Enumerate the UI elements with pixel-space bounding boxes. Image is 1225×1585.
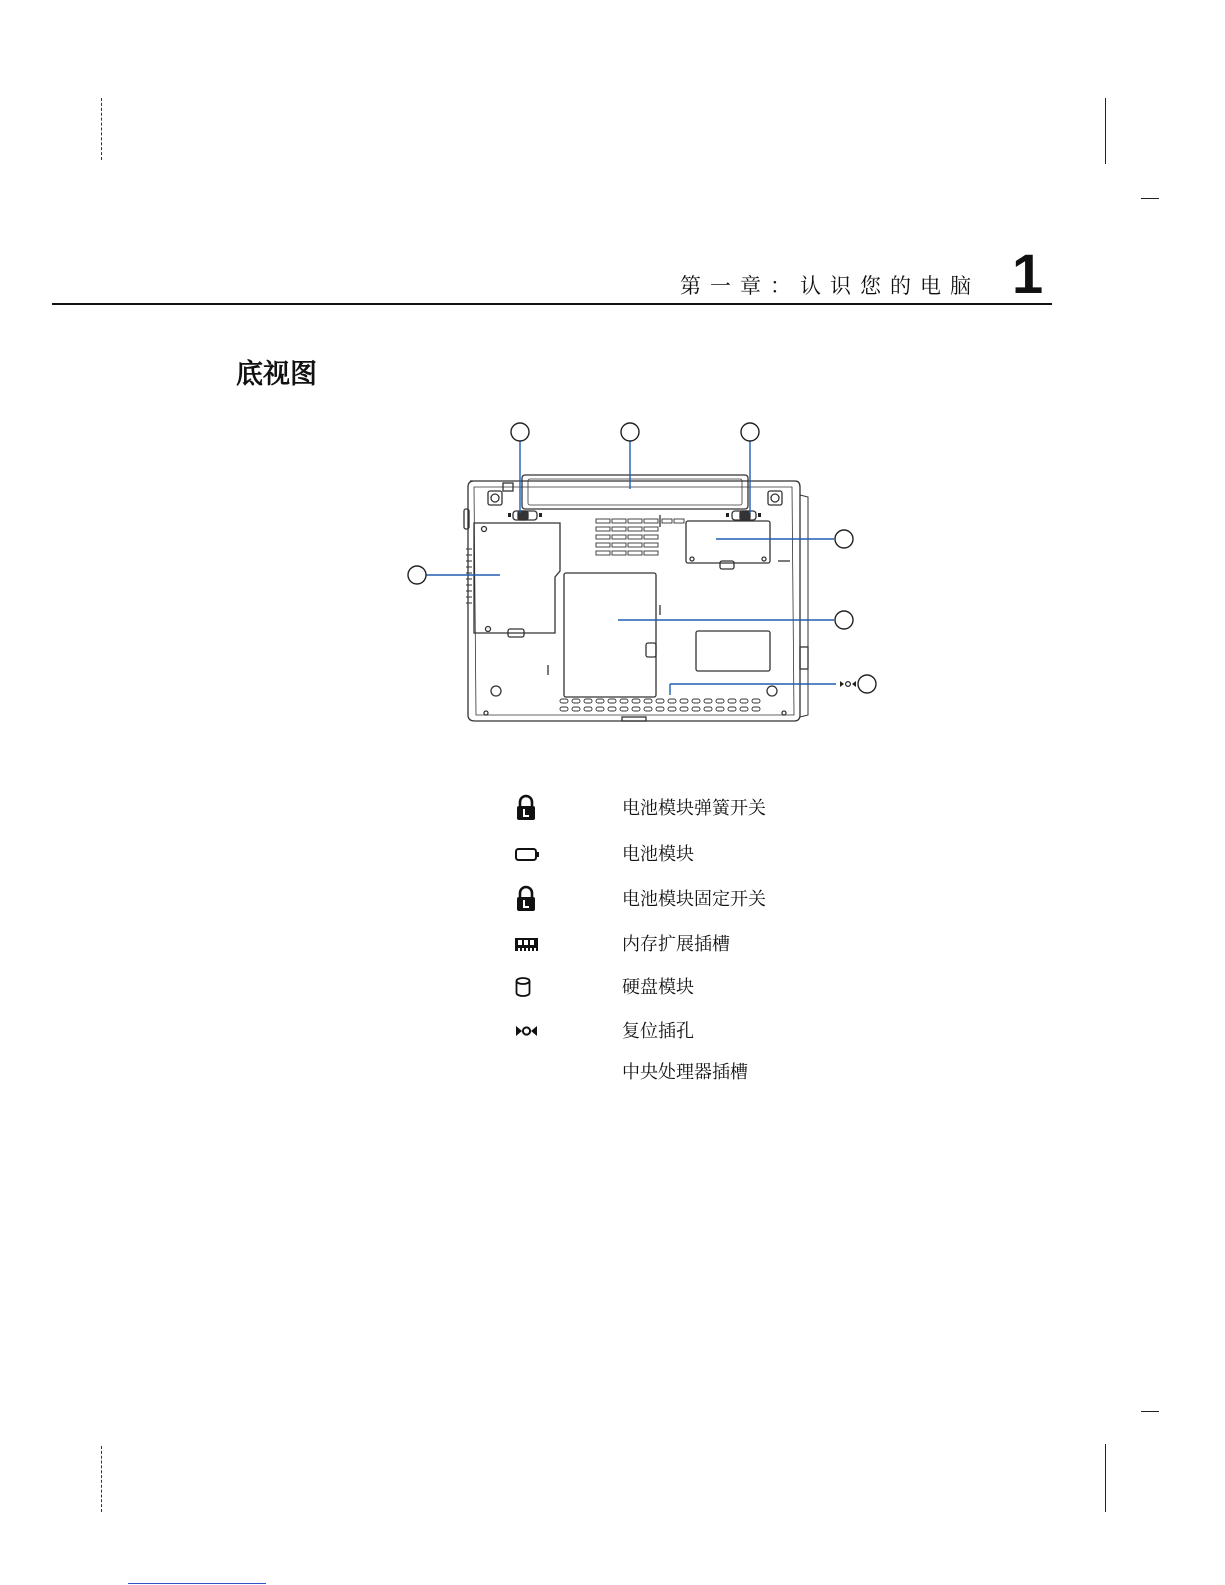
laptop-bottom-illustration <box>400 415 890 735</box>
callout-1 <box>511 423 529 441</box>
crop-mark-right-upper <box>1141 198 1159 199</box>
chapter-title: 第一章：认识您的电脑 <box>680 274 980 298</box>
legend-item <box>0 885 1225 915</box>
callout-7 <box>858 675 876 693</box>
callout-3 <box>741 423 759 441</box>
battery-icon <box>512 840 540 868</box>
legend-item <box>0 1017 1225 1047</box>
legend-label: 中央处理器插槽 <box>622 1062 748 1083</box>
legend-label: 电池模块弹簧开关 <box>622 798 766 819</box>
callout-2 <box>621 423 639 441</box>
callout-4 <box>835 530 853 548</box>
chapter-header <box>0 242 1225 306</box>
battery-module <box>522 475 748 509</box>
header-rule <box>52 303 1052 305</box>
memory-compartment <box>686 521 770 563</box>
cpu-compartment <box>474 523 560 633</box>
crop-mark-right-lower <box>1141 1411 1159 1412</box>
battery-lock-icon <box>512 885 540 913</box>
crop-mark-bottom-left <box>101 1446 102 1512</box>
legend-item <box>0 794 1225 824</box>
callout-5 <box>408 566 426 584</box>
crop-mark-top-right <box>1105 98 1106 164</box>
callout-6 <box>835 611 853 629</box>
legend-label: 内存扩展插槽 <box>622 934 730 955</box>
chapter-number: 1 <box>1012 242 1044 305</box>
reset-icon <box>512 1017 540 1045</box>
legend-item <box>0 930 1225 960</box>
legend-item <box>0 840 1225 870</box>
legend-label: 硬盘模块 <box>622 977 694 998</box>
crop-mark-top-left <box>101 98 102 160</box>
memory-icon <box>512 930 540 958</box>
footer-underline <box>128 1583 266 1584</box>
legend-item <box>0 1058 1225 1088</box>
section-title: 底视图 <box>236 359 317 390</box>
hard-disk-compartment <box>564 573 656 697</box>
reset-icon-small <box>840 681 856 687</box>
legend-item <box>0 973 1225 1003</box>
crop-mark-bottom-right <box>1105 1444 1106 1512</box>
battery-lock-icon <box>512 794 540 822</box>
legend-label: 电池模块 <box>622 844 694 865</box>
legend-label: 电池模块固定开关 <box>622 889 766 910</box>
callout-circles <box>408 423 876 693</box>
legend-label: 复位插孔 <box>622 1021 694 1042</box>
hard-disk-icon <box>512 973 540 1001</box>
bottom-view-diagram <box>400 415 890 735</box>
